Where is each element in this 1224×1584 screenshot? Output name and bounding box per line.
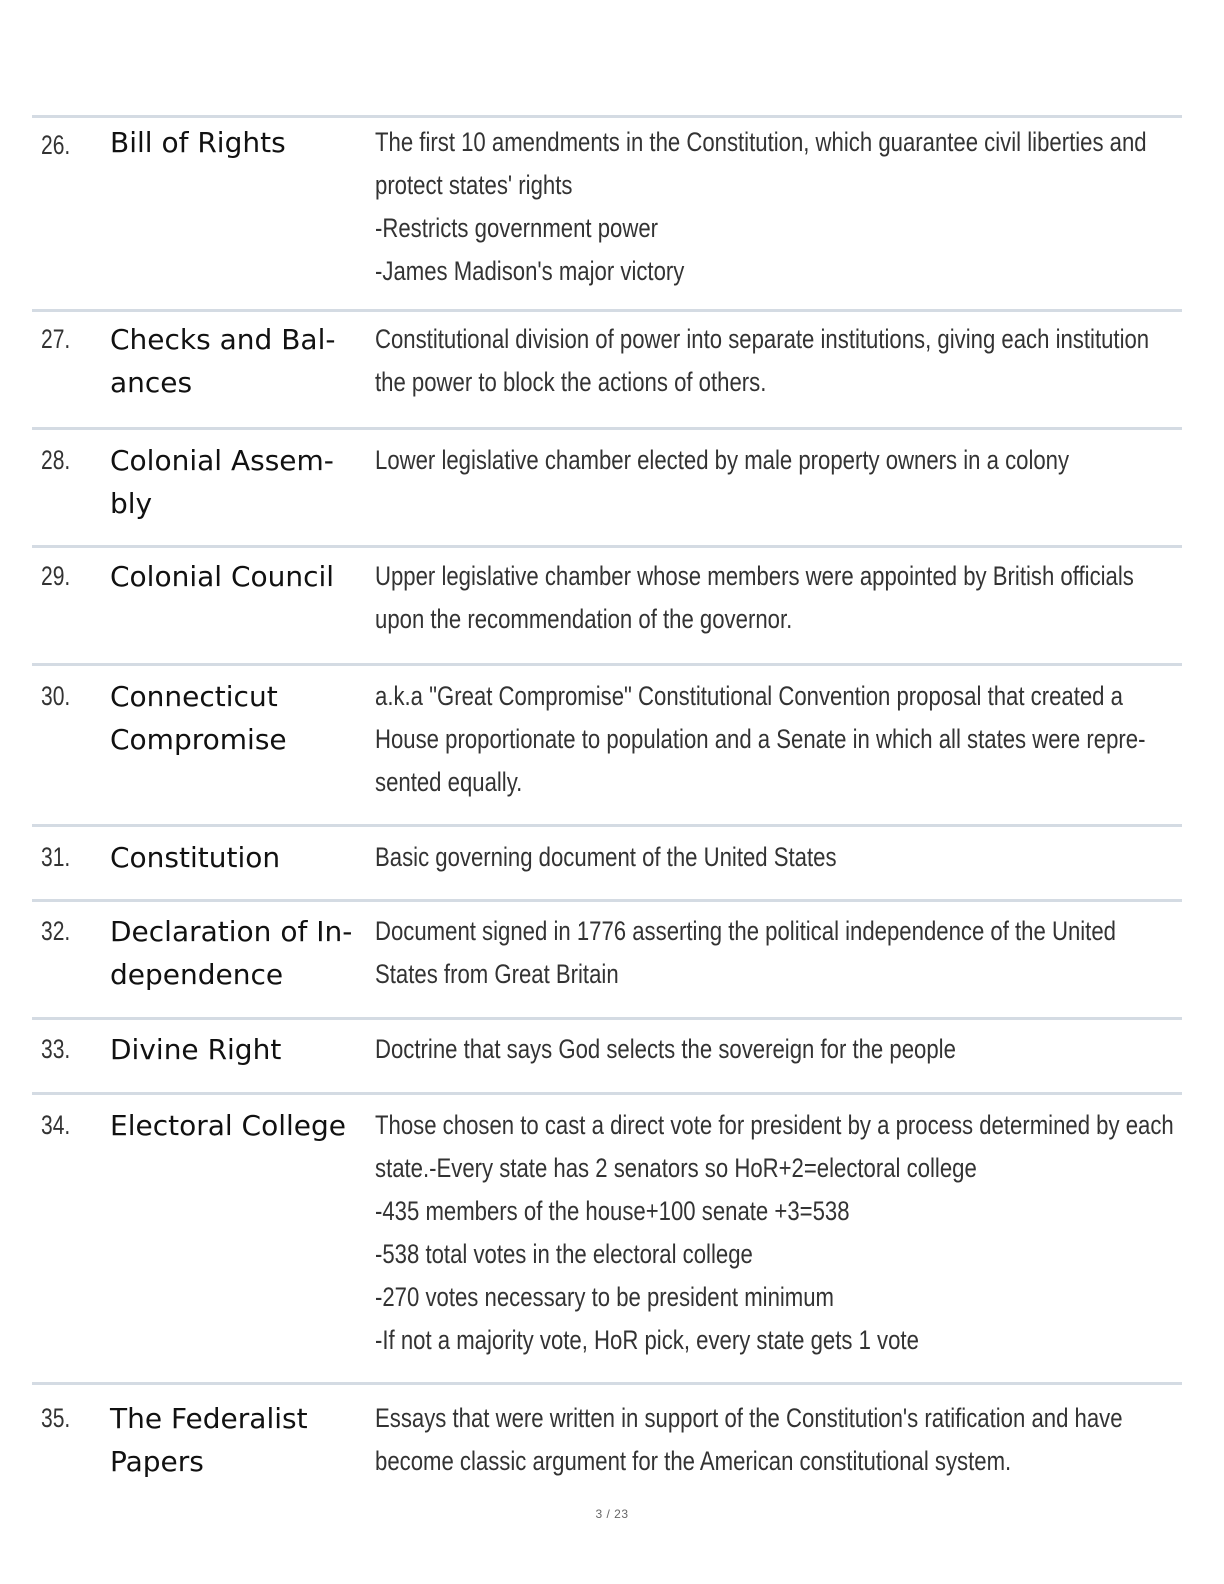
definition-line: Document signed in 1776 asserting the political independence of the United	[375, 916, 1116, 946]
definition-line: the power to block the actions of others.	[375, 367, 767, 397]
definition-line: become classic argument for the American constitutional system.	[375, 1446, 1012, 1476]
entry-definition	[375, 910, 1185, 996]
entry-term: Connecticut Compromise	[110, 680, 287, 756]
definition-line: state.-Every state has 2 senators so HoR+2=electoral college	[375, 1153, 977, 1183]
definition-line: Essays that were written in support of the Constitution's ratification and have	[375, 1403, 1123, 1433]
entry-definition	[375, 1104, 1185, 1362]
definition-line: -Restricts government power	[375, 213, 659, 243]
entry-term: The Federalist Papers	[110, 1402, 308, 1478]
entry-term: Bill of Rights	[110, 126, 286, 159]
entry-number: 32.	[41, 916, 71, 946]
definition-line: a.k.a "Great Compromise" Constitutional Convention proposal that created a	[375, 681, 1123, 711]
entry-term: Declaration of In- dependence	[110, 915, 353, 991]
entry-definition	[375, 555, 1185, 641]
definition-line: Those chosen to cast a direct vote for president by a process determined by each	[375, 1110, 1174, 1140]
glossary-entry	[32, 427, 1182, 545]
entry-definition	[375, 675, 1185, 804]
glossary-entry	[32, 1382, 1182, 1500]
definition-line: -538 total votes in the electoral college	[375, 1239, 753, 1269]
glossary-entry	[32, 899, 1182, 1017]
entry-definition	[375, 121, 1185, 293]
glossary-entry	[32, 1017, 1182, 1092]
entry-number: 26.	[41, 130, 71, 160]
definition-line: The first 10 amendments in the Constitution, which guarantee civil liberties and	[375, 127, 1147, 157]
definition-line: House proportionate to population and a Senate in which all states were repre-	[375, 724, 1146, 754]
definition-line: Upper legislative chamber whose members were appointed by British officials	[375, 561, 1134, 591]
definition-line: Doctrine that says God selects the sovereign for the people	[375, 1034, 956, 1064]
entry-number: 27.	[41, 324, 71, 354]
definition-line: States from Great Britain	[375, 959, 619, 989]
entry-number: 28.	[41, 445, 71, 475]
entry-number: 33.	[41, 1034, 71, 1064]
definition-line: upon the recommendation of the governor.	[375, 604, 793, 634]
entry-number: 34.	[41, 1110, 71, 1140]
glossary-entry	[32, 115, 1182, 309]
glossary-entry	[32, 545, 1182, 663]
definition-line: Lower legislative chamber elected by male property owners in a colony	[375, 445, 1070, 475]
entry-term: Electoral College	[110, 1109, 347, 1142]
entry-term: Constitution	[110, 841, 281, 874]
definition-line: -435 members of the house+100 senate +3=538	[375, 1196, 850, 1226]
definition-line: -If not a majority vote, HoR pick, every state gets 1 vote	[375, 1325, 919, 1355]
entry-term: Colonial Council	[110, 560, 335, 593]
entry-definition	[375, 1028, 1185, 1071]
entry-term: Checks and Bal- ances	[110, 323, 336, 399]
definition-line: Constitutional division of power into separate institutions, giving each institution	[375, 324, 1150, 354]
glossary-entry	[32, 663, 1182, 824]
entry-definition	[375, 439, 1185, 482]
entry-number: 31.	[41, 842, 71, 872]
definition-line: protect states' rights	[375, 170, 573, 200]
entry-term: Divine Right	[110, 1033, 282, 1066]
definition-line: Basic governing document of the United States	[375, 842, 837, 872]
glossary-entry	[32, 824, 1182, 899]
entry-definition	[375, 318, 1185, 404]
glossary-entry	[32, 1092, 1182, 1382]
entry-definition	[375, 1397, 1185, 1483]
definition-line: sented equally.	[375, 767, 523, 797]
entry-number: 35.	[41, 1403, 71, 1433]
entry-term: Colonial Assem- bly	[110, 444, 334, 520]
page-indicator: 3 / 23	[595, 1507, 629, 1521]
entry-number: 29.	[41, 561, 71, 591]
definition-line: -James Madison's major victory	[375, 256, 685, 286]
definition-line: -270 votes necessary to be president minimum	[375, 1282, 835, 1312]
glossary-entry	[32, 309, 1182, 427]
glossary-table	[32, 115, 1182, 1500]
entry-number: 30.	[41, 681, 71, 711]
entry-definition	[375, 836, 1185, 879]
